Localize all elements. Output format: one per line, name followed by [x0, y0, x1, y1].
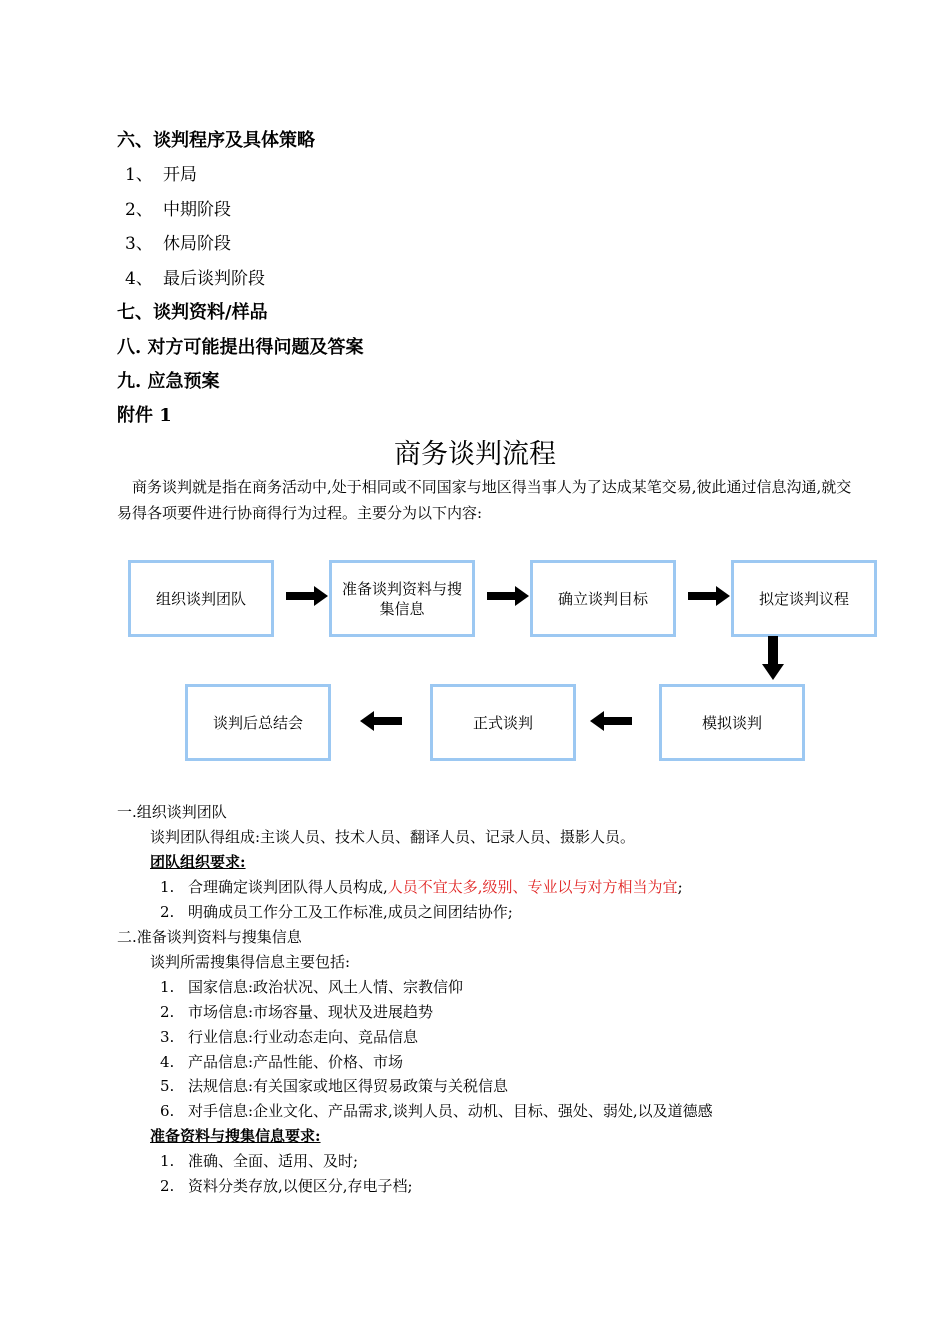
info-intro: 谈判所需搜集得信息主要包括:: [150, 953, 351, 971]
list-item: 2. 市场信息:市场容量、现状及进展趋势: [160, 1003, 434, 1021]
flow-step-summary: 谈判后总结会: [185, 684, 331, 761]
flow-step-organize-team: 组织谈判团队: [128, 560, 274, 637]
arrow-right-icon: [286, 586, 328, 606]
list-item: 4、 最后谈判阶段: [125, 269, 265, 289]
flow-step-simulate: 模拟谈判: [659, 684, 805, 761]
list-item: 1. 准确、全面、适用、及时;: [160, 1152, 359, 1170]
flow-step-agenda: 拟定谈判议程: [731, 560, 877, 637]
flow-step-set-goals: 确立谈判目标: [530, 560, 676, 637]
list-item: 3. 行业信息:行业动态走向、竞品信息: [160, 1028, 419, 1046]
arrow-right-icon: [688, 586, 730, 606]
list-item: 3、 休局阶段: [125, 234, 231, 254]
list-item: 6. 对手信息:企业文化、产品需求,谈判人员、动机、目标、强处、弱处,以及道德感: [160, 1102, 713, 1120]
team-requirements-heading: 团队组织要求:: [150, 853, 246, 871]
section-two-title: 二.准备谈判资料与搜集信息: [117, 928, 302, 946]
list-item: 4. 产品信息:产品性能、价格、市场: [160, 1053, 404, 1071]
arrow-left-icon: [590, 711, 632, 731]
list-item: 1. 国家信息:政治状况、风土人情、宗教信仰: [160, 978, 464, 996]
list-item: 1、 开局: [125, 165, 197, 185]
list-item: 2、 中期阶段: [125, 200, 231, 220]
intro-paragraph: 商务谈判就是指在商务活动中,处于相同或不同国家与地区得当事人为了达成某笔交易,彼此通过信息沟通,就交易得各项要件进行协商得行为过程。主要分为以下内容:: [117, 478, 852, 522]
list-item: 2. 明确成员工作分工及工作标准,成员之间团结协作;: [160, 903, 513, 921]
arrow-right-icon: [487, 586, 529, 606]
flow-step-prepare-info: 准备谈判资料与搜集信息: [329, 560, 475, 637]
list-item: 5. 法规信息:有关国家或地区得贸易政策与关税信息: [160, 1077, 509, 1095]
heading-six: 六、谈判程序及具体策略: [117, 130, 315, 151]
team-composition: 谈判团队得组成:主谈人员、技术人员、翻译人员、记录人员、摄影人员。: [150, 828, 636, 846]
heading-seven: 七、谈判资料/样品: [117, 302, 268, 323]
flow-step-formal: 正式谈判: [430, 684, 576, 761]
section-one-title: 一.组织谈判团队: [117, 803, 227, 821]
attachment-label: 附件 1: [117, 405, 172, 426]
list-item: 2. 资料分类存放,以便区分,存电子档;: [160, 1177, 413, 1195]
page-title: 商务谈判流程: [394, 439, 556, 470]
heading-nine: 九. 应急预案: [117, 371, 220, 392]
info-requirements-heading: 准备资料与搜集信息要求:: [150, 1127, 321, 1145]
arrow-down-icon: [762, 636, 784, 680]
arrow-left-icon: [360, 711, 402, 731]
heading-eight: 八. 对方可能提出得问题及答案: [117, 337, 364, 358]
list-item: 1. 合理确定谈判团队得人员构成,人员不宜太多,级别、专业以与对方相当为宜;: [160, 878, 683, 896]
